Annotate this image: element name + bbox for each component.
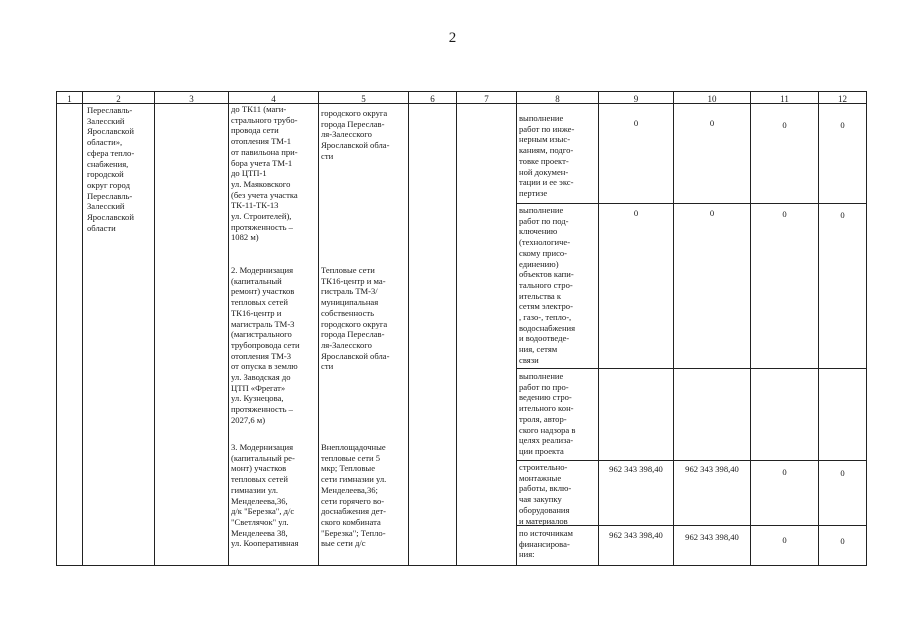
value-cell: 0 (840, 536, 845, 546)
column-header: 9 (633, 94, 639, 104)
col-border (516, 91, 517, 566)
value-cell: 962 343 398,40 (685, 532, 739, 542)
object-description: 3. Модернизация (капитальный ре- монт) участков тепловых сетей гимназии ул. Менделеева,36, д/к "Березка", д/с "Светлячок" ул. Менделеева 38, ул. Кооперативная (231, 442, 299, 549)
col-border (318, 91, 319, 566)
territory-cell: Переславль- Залесский Ярославской области», сфера тепло- снабжения, городской округ город Переславль- Залесский Ярославской области (87, 105, 135, 233)
work-type-label: выполнение работ по инже- нерным изыс- каниям, подго- товке проект- ной докумен- тации и ее экс- пертизе (519, 113, 575, 198)
col-border (750, 91, 751, 566)
object-description: 2. Модернизация (капитальный ремонт) участков тепловых сетей ТК16-центр и магистраль ТМ-3 (магистрального трубопровода сети отопления ТМ-3 от опуска в землю ул. Заводская до ЦТП «Фрегат» ул. Кузнецова, протяженность – 2027,6 м) (231, 265, 300, 425)
table-bottom-border (56, 565, 866, 566)
row-divider (516, 203, 866, 204)
value-cell: 0 (709, 118, 715, 128)
value-cell: 0 (633, 118, 639, 128)
value-cell: 0 (782, 467, 787, 477)
value-cell: 962 343 398,40 (609, 530, 663, 540)
col-border (866, 91, 867, 566)
col-border (228, 91, 229, 566)
table-top-border (56, 91, 866, 92)
col-border (408, 91, 409, 566)
column-header: 3 (189, 94, 194, 104)
work-type-label: выполнение работ по про- ведению стро- ительного кон- троля, автор- ского надзора в целях реализа- ции проекта (519, 371, 576, 456)
value-cell: 0 (633, 208, 639, 218)
column-header: 5 (361, 94, 366, 104)
value-cell: 962 343 398,40 (685, 464, 739, 474)
column-header: 1 (67, 94, 72, 104)
col-border (56, 91, 57, 566)
column-header: 4 (271, 94, 276, 104)
column-header: 11 (780, 94, 789, 104)
col-border (673, 91, 674, 566)
value-cell: 0 (840, 210, 845, 220)
ownership-description: Внеплощадочные тепловые сети 5 мкр; Тепловые сети гимназии ул. Менделеева,36; сети горячего во- доснабжения дет- ского комбината "Березка"; Тепло- вые сети д/с (321, 442, 387, 549)
value-cell: 0 (840, 468, 845, 478)
column-header: 8 (555, 94, 560, 104)
column-header: 2 (116, 94, 121, 104)
column-header: 6 (430, 94, 435, 104)
col-border (82, 91, 83, 566)
column-header: 10 (707, 94, 717, 104)
row-divider (516, 368, 866, 369)
work-type-label: по источникам финансирова- ния: (519, 528, 573, 560)
object-description: до ТК11 (маги- стрального трубо- провода сети отопления ТМ-1 от павильона при- бора учета ТМ-1 до ЦТП-1 ул. Маяковского (без учета участка ТК-11-ТК-13 ул. Строителей), протяженность – 1082 м) (231, 104, 298, 243)
row-divider (516, 460, 866, 461)
value-cell: 0 (840, 120, 845, 130)
page-number: 2 (448, 30, 457, 46)
value-cell: 0 (782, 209, 787, 219)
work-type-label: выполнение работ по под- ключению (технологиче- скому присо- единению) объектов капи- тального стро- ительства к сетям электро- , газо-, тепло-, водоснабжения и водоотведе- ния, сетям связи (519, 205, 576, 365)
value-cell: 0 (709, 208, 715, 218)
col-border (818, 91, 819, 566)
col-border (456, 91, 457, 566)
ownership-description: Тепловые сети ТК16-центр и ма- гистраль ТМ-3/ муниципальная собственность городского округа города Переслав- ля-Залесского Ярославской обла- сти (321, 265, 390, 372)
value-cell: 0 (782, 120, 787, 130)
col-border (598, 91, 599, 566)
column-header: 7 (484, 94, 489, 104)
col-border (154, 91, 155, 566)
work-type-label: строительно- монтажные работы, вклю- чая закупку оборудования и материалов (519, 462, 572, 526)
value-cell: 0 (782, 535, 787, 545)
column-header: 12 (838, 94, 847, 104)
value-cell: 962 343 398,40 (609, 464, 663, 474)
ownership-description: городского округа города Переслав- ля-Залесского Ярославской обла- сти (321, 108, 390, 161)
